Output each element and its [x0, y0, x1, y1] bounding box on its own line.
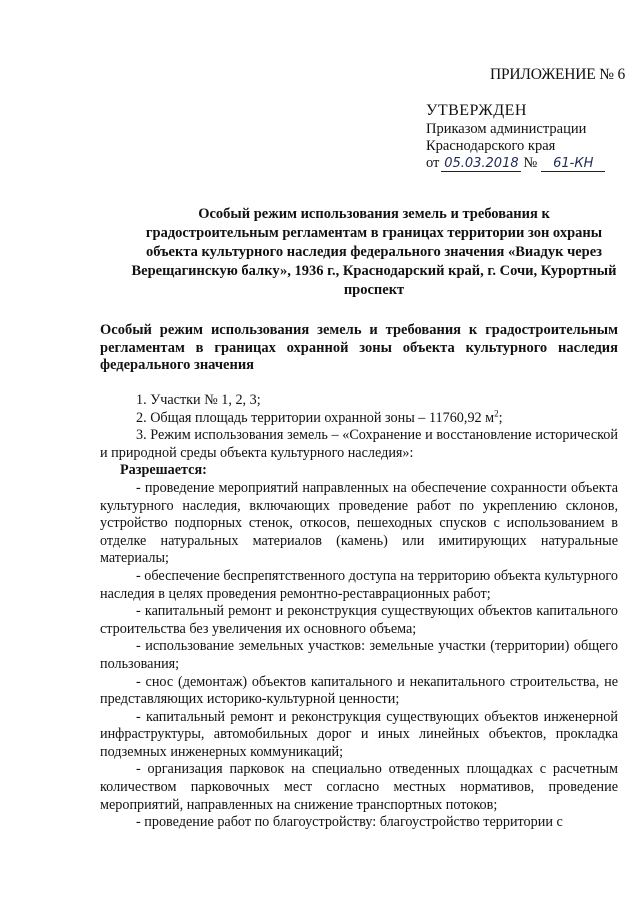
number-sign: №	[523, 155, 538, 171]
order-line-1: Приказом администрации	[426, 121, 587, 137]
allowed-item: - капитальный ремонт и реконструкция существующих объектов инженерной инфраструктуры, автомобильных дорог и иных линейных объектов, прокладка подземных инженерных коммуникаций;	[100, 708, 618, 760]
allowed-heading: Разрешается:	[120, 462, 207, 479]
area-unit-superscript: 2	[494, 407, 499, 418]
approval-block	[426, 101, 626, 172]
item-area	[100, 407, 618, 428]
item-land-regime: 3. Режим использования земель – «Сохранение и восстановление исторической и природной среды объекта культурного наследия»:	[100, 427, 618, 461]
document-body	[100, 392, 618, 832]
item-plots: 1. Участки № 1, 2, 3;	[136, 392, 261, 408]
section-title: Особый режим использования земель и требования к градостроительным регламентам в границах охранной зоны объекта культурного наследия федерального значения	[100, 322, 618, 373]
allowed-item: - проведение работ по благоустройству: благоустройство территории с	[136, 814, 563, 831]
allowed-item: - использование земельных участков: земельные участки (территории) общего пользования;	[100, 638, 618, 672]
item-area-suffix: ;	[498, 409, 503, 426]
date-prefix: от	[426, 155, 440, 171]
approved-label: УТВЕРЖДЕН	[426, 102, 527, 119]
item-area-text: 2. Общая площадь территории охранной зоны – 11760,92 м	[136, 409, 495, 426]
allowed-item: - проведение мероприятий направленных на обеспечение сохранности объекта культурного наследия, включающих проведение работ по укреплению склонов, устройство подпорных стенок, откосов, пешеходных спусков с использованием в отделке натуральных материалов (камень) или имитирующих натуральные материалы;	[100, 479, 618, 567]
allowed-item: - капитальный ремонт и реконструкция существующих объектов капитального строительства без увеличения их основного объема;	[100, 603, 618, 637]
allowed-item: - снос (демонтаж) объектов капитального и некапитального строительства, не представляющих историко-культурной ценности;	[100, 673, 618, 708]
order-date-number-row	[426, 155, 626, 172]
allowed-item: - организация парковок на специально отведенных площадках с расчетным количеством парковочных мест согласно местных нормативов, проведение мероприятий, направленных на снижение транспортных потоков;	[100, 761, 618, 813]
order-line-2: Краснодарского края	[426, 138, 556, 154]
document-title: Особый режим использования земель и требования к градостроительным регламентам в границах территории зон охраны объекта культурного наследия федерального значения «Виадук через Верещагинскую балку», 1936 г., Краснодарский край, г. Сочи, Курортный проспект	[131, 206, 617, 298]
allowed-item: - обеспечение беспрепятственного доступа на территорию объекта культурного наследия в целях проведения ремонтно-реставрационных работ;	[100, 567, 618, 602]
appendix-label: ПРИЛОЖЕНИЕ № 6	[490, 66, 626, 83]
handwritten-order-number: 61-КН	[541, 156, 605, 172]
handwritten-date: 05.03.2018	[441, 156, 521, 172]
